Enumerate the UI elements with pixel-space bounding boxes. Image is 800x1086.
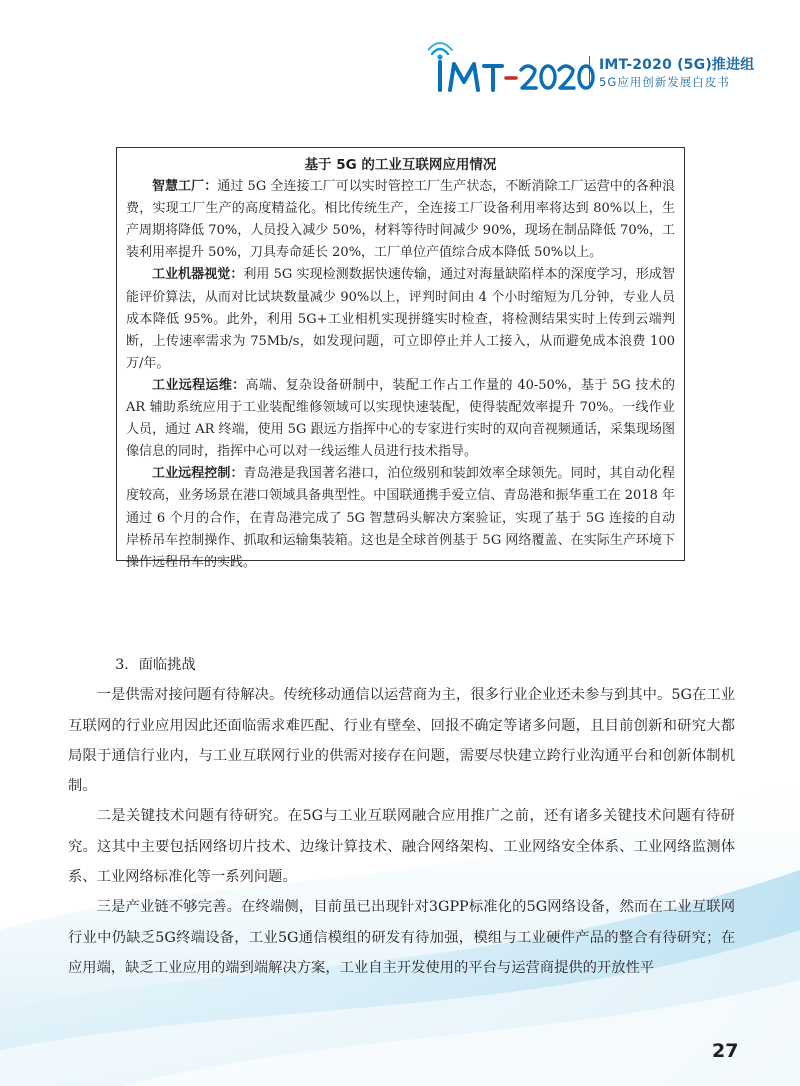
body-paragraph: 三是产业链不够完善。在终端侧，目前虽已出现针对3GPP标准化的5G网络设备，然而在工业互联网行业中仍缺乏5G终端设备，工业5G通信模组的研发有待加强，模组与工业硬件产品的整合有待研究；在应用端，缺乏工业应用的端到端解决方案，工业自主开发使用的平台与运营商提供的开放性平 (68, 899, 735, 976)
case-text: 通过 5G 全连接工厂可以实时管控工厂生产状态，不断消除工厂运营中的各种浪费，实现工厂生产的高度精益化。相比传统生产，全连接工厂设备利用率将达到 80%以上，生产周期将降低 70%，人员投入减少 50%，材料等待时间减少 90%，现场在制品降低 70%，工装利用率提升 50%，刀具寿命延长 20%，工厂单位产值综合成本降低 50%以上。 (126, 179, 675, 261)
case-text: 青岛港是我国著名港口，泊位级别和装卸效率全球领先。同时，其自动化程度较高，业务场景在港口领域具备典型性。中国联通携手爱立信、青岛港和振华重工在 2018 年通过 6 个月的合作，在青岛港完成了 5G 智慧码头解决方案验证，实现了基于 5G 连接的自动岸桥吊车控制操作、抓取和运输集装箱。这也是全球首例基于 5G 网络覆盖、在实际生产环境下操作远程吊车的实践。 (126, 466, 675, 570)
case-paragraph-smart-factory (126, 176, 675, 264)
header-divider (589, 56, 590, 86)
body-paragraph: 二是关键技术问题有待研究。在5G与工业互联网融合应用推广之前，还有诸多关键技术问题有待研究。这其中主要包括网络切片技术、边缘计算技术、融合网络架构、工业网络安全体系、工业网络监测体系、工业网络标准化等一系列问题。 (68, 808, 735, 886)
case-paragraph-remote-control (126, 463, 675, 573)
case-lead: 工业机器视觉： (152, 267, 244, 283)
case-lead: 工业远程运维： (152, 377, 246, 393)
case-text: 高端、复杂设备研制中，装配工作占工作量的 40-50%，基于 5G 技术的 AR 辅助系统应用于工业装配维修领域可以实现快速装配，使得装配效率提升 70%。一线作业人员，通过 AR 终端，使用 5G 跟远方指挥中心的专家进行实时的双向音视频通话，采集现场图像信息的同时，指挥中心可以对一线运维人员进行技术指导。 (126, 377, 675, 460)
body-section (68, 650, 735, 983)
case-lead: 工业远程控制： (152, 466, 244, 482)
header-organization: IMT-2020 (5G)推进组 (599, 57, 755, 73)
case-text: 利用 5G 实现检测数据快速传输，通过对海量缺陷样本的深度学习，形成智能评价算法，从而对比试块数量减少 90%以上，评判时间由 4 个小时缩短为几分钟，专业人员成本降低 95%。此外，利用 5G+工业相机实现拼缝实时检查，将检测结果实时上传到云端判断，上传速率需求为 75Mb/s，如发现问题，可立即停止并人工接入，从而避免成本浪费 100 万/年。 (126, 267, 675, 371)
page-number: 27 (712, 1040, 739, 1062)
case-paragraph-machine-vision (126, 264, 675, 374)
case-lead: 智慧工厂： (152, 179, 218, 195)
case-paragraph-remote-maintenance (126, 375, 675, 463)
header-subtitle: 5G应用创新发展白皮书 (599, 75, 730, 89)
case-box-title: 基于 5G 的工业互联网应用情况 (304, 157, 497, 173)
case-study-box (116, 147, 685, 570)
section-heading: 3．面临挑战 (115, 657, 196, 673)
body-paragraph: 一是供需对接问题有待解决。传统移动通信以运营商为主，很多行业企业还未参与到其中。5G在工业互联网的行业应用因此还面临需求难匹配、行业有壁垒、回报不确定等诸多问题，且目前创新和研究大都局限于通信行业内，与工业互联网行业的供需对接存在问题，需要尽快建立跨行业沟通平台和创新体制机制。 (68, 687, 735, 795)
imt2020-logo (428, 40, 596, 98)
